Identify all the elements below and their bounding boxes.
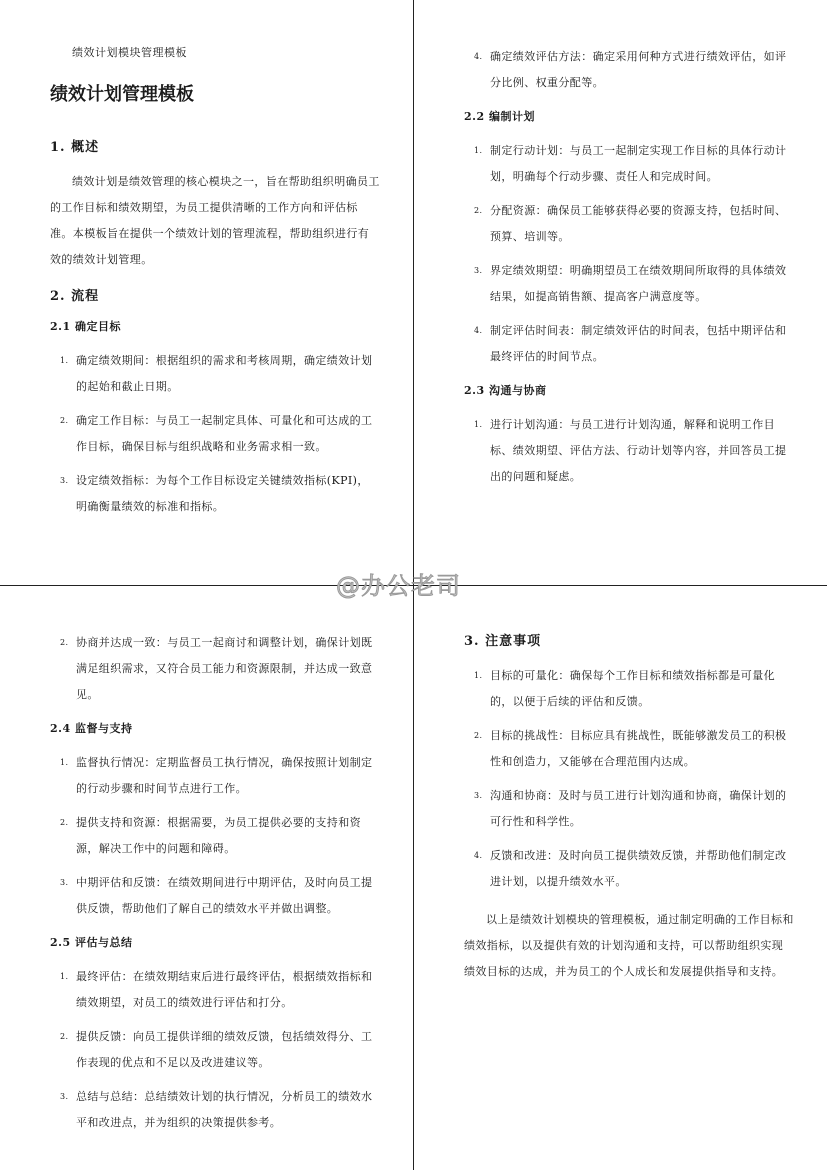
list-notes <box>464 663 794 895</box>
list-item-text: 总结与总结：总结绩效计划的执行情况，分析员工的绩效水平和改进点，并为组织的决策提供参考。 <box>76 1090 373 1129</box>
list-item-number: 4. <box>474 326 483 335</box>
list-item-number: 3. <box>474 266 483 275</box>
list-item <box>464 663 794 715</box>
list-set-goals-continued <box>464 44 794 96</box>
list-item <box>50 1084 380 1136</box>
page-3 <box>50 630 380 1148</box>
list-item-text: 最终评估：在绩效期结束后进行最终评估，根据绩效指标和绩效期望，对员工的绩效进行评估和打分。 <box>76 970 373 1009</box>
list-item <box>50 408 380 460</box>
overview-paragraph: 绩效计划是绩效管理的核心模块之一，旨在帮助组织明确员工的工作目标和绩效期望，为员工提供清晰的工作方向和评估标准。本模板旨在提供一个绩效计划的管理流程，帮助组织进行有效的绩效计划管理。 <box>50 175 380 266</box>
list-item-number: 2. <box>474 206 483 215</box>
list-item-text: 制定行动计划：与员工一起制定实现工作目标的具体行动计划，明确每个行动步骤、责任人和完成时间。 <box>490 144 787 183</box>
list-item-number: 2. <box>60 1032 69 1041</box>
list-item <box>464 198 794 250</box>
list-item <box>464 843 794 895</box>
list-item-text: 界定绩效期望：明确期望员工在绩效期间所取得的具体绩效结果，如提高销售额、提高客户满意度等。 <box>490 264 787 303</box>
list-item-text: 确定绩效评估方法：确定采用何种方式进行绩效评估，如评分比例、权重分配等。 <box>490 50 787 89</box>
list-supervision <box>50 750 380 922</box>
list-item-number: 3. <box>60 1092 69 1101</box>
page-2 <box>464 44 794 502</box>
list-item <box>50 964 380 1016</box>
list-item-number: 4. <box>474 52 483 61</box>
list-item-number: 1. <box>474 671 483 680</box>
doc-header: 绩效计划模块管理模板 <box>72 46 187 59</box>
list-item-text: 设定绩效指标：为每个工作目标设定关键绩效指标(KPI)，明确衡量绩效的标准和指标。 <box>76 474 369 513</box>
list-item <box>50 1024 380 1076</box>
page-4 <box>464 630 794 997</box>
list-evaluation <box>50 964 380 1136</box>
list-item <box>50 810 380 862</box>
list-item-number: 3. <box>60 476 69 485</box>
list-item-text: 制定评估时间表：制定绩效评估的时间表，包括中期评估和最终评估的时间节点。 <box>490 324 787 363</box>
list-item-number: 3. <box>474 791 483 800</box>
doc-title: 绩效计划管理模板 <box>50 84 194 105</box>
subsection-heading-make-plan: 2.2 编制计划 <box>464 110 535 123</box>
list-item-number: 3. <box>60 878 69 887</box>
list-item-number: 2. <box>60 818 69 827</box>
list-set-goals <box>50 348 380 520</box>
section-heading-notes: 3. 注意事项 <box>464 634 542 649</box>
list-item <box>464 412 794 490</box>
page-1 <box>50 44 380 532</box>
list-item-number: 1. <box>474 420 483 429</box>
subsection-heading-evaluation: 2.5 评估与总结 <box>50 936 133 949</box>
section-heading-overview: 1. 概述 <box>50 140 100 155</box>
list-item-text: 目标的挑战性：目标应具有挑战性，既能够激发员工的积极性和创造力，又能够在合理范围内达成。 <box>490 729 787 768</box>
subsection-heading-set-goals: 2.1 确定目标 <box>50 320 121 333</box>
conclusion-paragraph: 以上是绩效计划模块的管理模板，通过制定明确的工作目标和绩效指标，以及提供有效的计划沟通和支持，可以帮助组织实现绩效目标的达成，并为员工的个人成长和发展提供指导和支持。 <box>464 913 794 978</box>
list-item-text: 中期评估和反馈：在绩效期间进行中期评估，及时向员工提供反馈，帮助他们了解自己的绩效水平并做出调整。 <box>76 876 373 915</box>
list-item-text: 进行计划沟通：与员工进行计划沟通，解释和说明工作目标、绩效期望、评估方法、行动计划等内容，并回答员工提出的问题和疑虑。 <box>490 418 787 483</box>
list-item <box>464 258 794 310</box>
list-communication-continued <box>50 630 380 708</box>
list-item <box>464 44 794 96</box>
list-item-number: 2. <box>60 416 69 425</box>
list-item-number: 1. <box>474 146 483 155</box>
list-item-text: 确定工作目标：与员工一起制定具体、可量化和可达成的工作目标，确保目标与组织战略和业务需求相一致。 <box>76 414 373 453</box>
list-item-text: 提供支持和资源：根据需要，为员工提供必要的支持和资源，解决工作中的问题和障碍。 <box>76 816 361 855</box>
list-item-text: 反馈和改进：及时向员工提供绩效反馈，并帮助他们制定改进计划，以提升绩效水平。 <box>490 849 787 888</box>
list-item <box>464 318 794 370</box>
list-item <box>50 348 380 400</box>
list-item-text: 协商并达成一致：与员工一起商讨和调整计划，确保计划既满足组织需求，又符合员工能力和资源限制，并达成一致意见。 <box>76 636 373 701</box>
list-item <box>50 750 380 802</box>
list-item-number: 2. <box>474 731 483 740</box>
list-item <box>50 870 380 922</box>
list-item-text: 监督执行情况：定期监督员工执行情况，确保按照计划制定的行动步骤和时间节点进行工作。 <box>76 756 373 795</box>
list-item-text: 目标的可量化：确保每个工作目标和绩效指标都是可量化的，以便于后续的评估和反馈。 <box>490 669 775 708</box>
watermark: @办公老司 <box>336 572 461 600</box>
list-item-text: 确定绩效期间：根据组织的需求和考核周期，确定绩效计划的起始和截止日期。 <box>76 354 373 393</box>
section-heading-process: 2. 流程 <box>50 289 100 304</box>
list-item-number: 1. <box>60 972 69 981</box>
list-item <box>464 723 794 775</box>
list-item-number: 2. <box>60 638 69 647</box>
list-item <box>464 783 794 835</box>
list-item <box>464 138 794 190</box>
list-item-text: 分配资源：确保员工能够获得必要的资源支持，包括时间、预算、培训等。 <box>490 204 787 243</box>
list-item-number: 1. <box>60 356 69 365</box>
list-item <box>50 468 380 520</box>
list-make-plan <box>464 138 794 370</box>
list-item-number: 4. <box>474 851 483 860</box>
list-communication <box>464 412 794 490</box>
list-item <box>50 630 380 708</box>
list-item-number: 1. <box>60 758 69 767</box>
subsection-heading-communication: 2.3 沟通与协商 <box>464 384 547 397</box>
list-item-text: 沟通和协商：及时与员工进行计划沟通和协商，确保计划的可行性和科学性。 <box>490 789 787 828</box>
subsection-heading-supervision: 2.4 监督与支持 <box>50 722 133 735</box>
list-item-text: 提供反馈：向员工提供详细的绩效反馈，包括绩效得分、工作表现的优点和不足以及改进建议等。 <box>76 1030 373 1069</box>
